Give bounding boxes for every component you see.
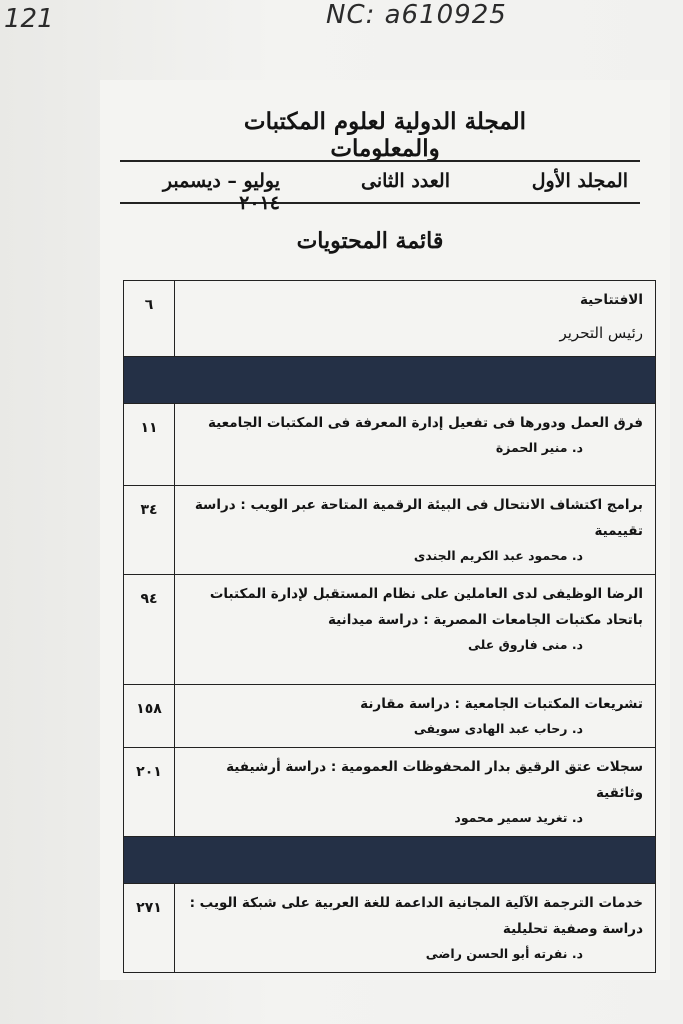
article-title: الرضا الوظيفى لدى العاملين على نظام المستقبل لإدارة المكتبات باتحاد مكتبات الجامعات المصرية : دراسة ميدانية <box>209 586 643 628</box>
article-title: فرق العمل ودورها فى تفعيل إدارة المعرفة فى المكتبات الجامعية <box>207 415 643 431</box>
section-band <box>124 837 656 884</box>
table-row <box>124 884 656 973</box>
article-author: رئيس التحرير <box>559 324 643 342</box>
table-row <box>124 748 656 837</box>
page-number: ١١ <box>124 404 175 486</box>
article-title: الافتتاحية <box>579 292 643 308</box>
handwritten-code: NC: a610925 <box>326 0 507 30</box>
page-number: ١٥٨ <box>124 685 175 748</box>
article-title: سجلات عتق الرقيق بدار المحفوظات العمومية : دراسة أرشيفية وثائقية <box>226 759 643 801</box>
table-row <box>124 281 656 357</box>
issue-label: العدد الثانى <box>361 170 450 192</box>
page-number: ٢٧١ <box>124 884 175 973</box>
article-author: د. محمود عبد الكريم الجندى <box>413 548 583 563</box>
article-title: خدمات الترجمة الآلية المجانية الداعمة للغة العربية على شبكة الويب : دراسة وصفية تحليلية <box>189 895 643 937</box>
table-row <box>124 575 656 685</box>
contents-heading: قائمة المحتويات <box>296 228 444 254</box>
journal-title: المجلة الدولية لعلوم المكتبات والمعلومات <box>243 108 527 162</box>
table-row <box>124 685 656 748</box>
table-row <box>124 486 656 575</box>
article-author: د. منير الحمزة <box>495 440 583 455</box>
article-title: برامج اكتشاف الانتحال فى البيئة الرقمية المتاحة عبر الويب : دراسة تقييمية <box>194 497 643 539</box>
volume-line <box>120 160 640 214</box>
article-title: تشريعات المكتبات الجامعية : دراسة مقارنة <box>360 696 643 712</box>
section-band <box>124 357 656 404</box>
page-number: ٣٤ <box>124 486 175 575</box>
volume-label: المجلد الأول <box>531 170 628 192</box>
period-label: يوليو – ديسمبر ٢٠١٤ <box>162 170 280 214</box>
article-author: د. تغريد سمير محمود <box>454 810 583 825</box>
page-number: ٢٠١ <box>124 748 175 837</box>
handwritten-note: 121 <box>4 4 54 34</box>
page-number: ٦ <box>124 281 175 357</box>
article-author: د. نفرته أبو الحسن راضى <box>425 946 583 961</box>
page-number: ٩٤ <box>124 575 175 685</box>
article-author: د. منى فاروق على <box>467 637 583 652</box>
article-author: د. رحاب عبد الهادى سويفى <box>413 721 583 736</box>
table-row <box>124 404 656 486</box>
contents-table <box>123 280 656 973</box>
